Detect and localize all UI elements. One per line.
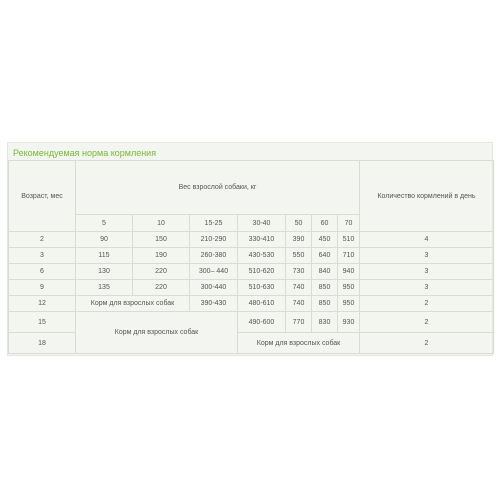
age-cell: 15 (9, 312, 76, 333)
value-cell: 220 (133, 264, 190, 280)
value-cell: 710 (338, 248, 360, 264)
feedings-cell: 2 (360, 333, 494, 354)
feeding-panel (7, 142, 493, 356)
feeding-table (8, 160, 494, 354)
age-cell: 2 (9, 232, 76, 248)
weight-col: 60 (312, 215, 338, 232)
value-cell: 130 (76, 264, 133, 280)
value-cell: 330-410 (238, 232, 286, 248)
value-cell: 740 (286, 296, 312, 312)
table-row (9, 312, 494, 333)
feedings-cell: 3 (360, 248, 494, 264)
age-cell: 12 (9, 296, 76, 312)
table-row (9, 280, 494, 296)
header-row (9, 161, 494, 215)
feedings-cell: 2 (360, 312, 494, 333)
weight-col: 5 (76, 215, 133, 232)
value-cell: 850 (312, 296, 338, 312)
value-cell: 300-440 (190, 280, 238, 296)
value-cell: 770 (286, 312, 312, 333)
value-cell: 450 (312, 232, 338, 248)
value-cell: 135 (76, 280, 133, 296)
value-cell: 730 (286, 264, 312, 280)
adult-food-cell: Корм для взрослых собак (238, 333, 360, 354)
value-cell: 430-530 (238, 248, 286, 264)
value-cell: 940 (338, 264, 360, 280)
value-cell: 390 (286, 232, 312, 248)
value-cell: 850 (312, 280, 338, 296)
value-cell: 190 (133, 248, 190, 264)
value-cell: 300– 440 (190, 264, 238, 280)
table-row (9, 248, 494, 264)
value-cell: 830 (312, 312, 338, 333)
value-cell: 260-380 (190, 248, 238, 264)
value-cell: 150 (133, 232, 190, 248)
feedings-cell: 2 (360, 296, 494, 312)
age-cell: 9 (9, 280, 76, 296)
weight-col: 50 (286, 215, 312, 232)
feedings-cell: 3 (360, 264, 494, 280)
header-weight: Вес взрослой собаки, кг (76, 161, 360, 215)
table-row (9, 232, 494, 248)
adult-food-cell: Корм для взрослых собак (76, 296, 190, 312)
value-cell: 510-630 (238, 280, 286, 296)
value-cell: 480-610 (238, 296, 286, 312)
feedings-cell: 4 (360, 232, 494, 248)
value-cell: 510-620 (238, 264, 286, 280)
adult-food-cell-wide: Корм для взрослых собак (76, 312, 238, 354)
age-cell: 18 (9, 333, 76, 354)
value-cell: 510 (338, 232, 360, 248)
weight-col: 30-40 (238, 215, 286, 232)
value-cell: 490-600 (238, 312, 286, 333)
weight-col: 15-25 (190, 215, 238, 232)
table-title: Рекомендуемая норма кормления (13, 148, 157, 158)
value-cell: 220 (133, 280, 190, 296)
value-cell: 930 (338, 312, 360, 333)
value-cell: 210-290 (190, 232, 238, 248)
value-cell: 840 (312, 264, 338, 280)
value-cell: 90 (76, 232, 133, 248)
header-feedings: Количество кормлений в день (360, 161, 494, 232)
value-cell: 115 (76, 248, 133, 264)
value-cell: 950 (338, 296, 360, 312)
value-cell: 950 (338, 280, 360, 296)
age-cell: 6 (9, 264, 76, 280)
age-cell: 3 (9, 248, 76, 264)
weight-col: 10 (133, 215, 190, 232)
feedings-cell: 3 (360, 280, 494, 296)
weight-col: 70 (338, 215, 360, 232)
value-cell: 550 (286, 248, 312, 264)
table-row (9, 264, 494, 280)
header-age: Возраст, мес (9, 161, 76, 232)
value-cell: 740 (286, 280, 312, 296)
value-cell: 640 (312, 248, 338, 264)
table-row (9, 296, 494, 312)
value-cell: 390-430 (190, 296, 238, 312)
